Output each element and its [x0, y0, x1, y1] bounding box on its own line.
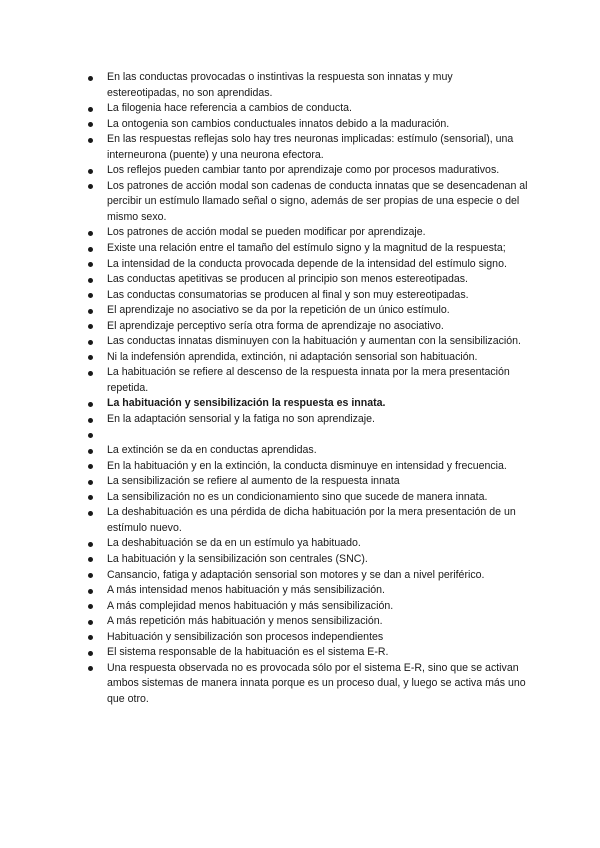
list-item-text: La habituación y la sensibilización son centrales (SNC).	[107, 552, 368, 565]
bullet-icon	[88, 247, 93, 252]
list-item	[88, 443, 528, 459]
list-item-text: En la habituación y en la extinción, la conducta disminuye en intensidad y frecuencia.	[107, 459, 507, 472]
list-item	[88, 350, 528, 366]
list-item-text: La extinción se da en conductas aprendidas.	[107, 444, 317, 457]
bullet-icon	[88, 107, 93, 112]
list-item-text: En la adaptación sensorial y la fatiga no son aprendizaje.	[107, 413, 375, 426]
list-item	[88, 70, 528, 101]
list-item	[88, 630, 528, 646]
list-item-text: La habituación se refiere al descenso de la respuesta innata por la mera presentación repetida.	[107, 366, 510, 394]
list-item-text: Existe una relación entre el tamaño del estímulo signo y la magnitud de la respuesta;	[107, 242, 506, 255]
bullet-icon	[88, 355, 93, 360]
list-item-text: Habituación y sensibilización son procesos independientes	[107, 630, 384, 643]
list-item-text: Una respuesta observada no es provocada sólo por el sistema E-R, sino que se activan ambos sistemas de manera innata porque es un proceso dual, y luego se activa más uno que otro.	[107, 661, 526, 705]
list-item	[88, 257, 528, 273]
list-item-text: La habituación y sensibilización la respuesta es innata.	[107, 397, 386, 410]
list-item-text: La sensibilización se refiere al aumento de la respuesta innata	[107, 475, 400, 488]
bullet-icon	[88, 573, 93, 578]
bullet-icon	[88, 278, 93, 283]
list-item-text: La deshabituación es una pérdida de dicha habituación por la mera presentación de un estímulo nuevo.	[107, 506, 516, 534]
bullet-icon	[88, 604, 93, 609]
bullet-icon	[88, 262, 93, 267]
list-item	[88, 225, 528, 241]
list-item-text: Las conductas apetitivas se producen al principio son menos estereotipadas.	[107, 273, 468, 286]
bullet-icon	[88, 620, 93, 625]
list-item	[88, 412, 528, 428]
list-item	[88, 459, 528, 475]
list-item	[88, 319, 528, 335]
list-item	[88, 428, 528, 444]
list-item-text: El aprendizaje no asociativo se da por la repetición de un único estímulo.	[107, 304, 450, 317]
list-item-text: Los reflejos pueden cambiar tanto por aprendizaje como por procesos madurativos.	[107, 164, 500, 177]
list-item-text: El aprendizaje perceptivo sería otra forma de aprendizaje no asociativo.	[107, 319, 444, 332]
list-item-text: La sensibilización no es un condicionamiento sino que sucede de manera innata.	[107, 490, 488, 503]
bullet-icon	[88, 169, 93, 174]
list-item	[88, 334, 528, 350]
list-item	[88, 552, 528, 568]
list-item-text: Ni la indefensión aprendida, extinción, ni adaptación sensorial son habituación.	[107, 350, 478, 363]
bullet-icon	[88, 542, 93, 547]
bullet-icon	[88, 480, 93, 485]
bullet-icon	[88, 402, 93, 407]
list-item	[88, 132, 528, 163]
bullet-icon	[88, 449, 93, 454]
list-item	[88, 163, 528, 179]
bullet-icon	[88, 184, 93, 189]
bullet-icon	[88, 122, 93, 127]
list-item-text: El sistema responsable de la habituación es el sistema E-R.	[107, 646, 389, 659]
list-item	[88, 117, 528, 133]
bullet-icon	[88, 76, 93, 81]
bullet-icon	[88, 495, 93, 500]
list-item-text: En las respuestas reflejas solo hay tres neuronas implicadas: estímulo (sensorial), una interneurona (puente) y una neurona efectora.	[107, 133, 514, 161]
list-item	[88, 474, 528, 490]
list-item-text: La filogenia hace referencia a cambios de conducta.	[107, 102, 352, 115]
bullet-icon	[88, 464, 93, 469]
list-item	[88, 179, 528, 226]
bullet-icon	[88, 589, 93, 594]
list-item	[88, 614, 528, 630]
list-item-text: Cansancio, fatiga y adaptación sensorial son motores y se dan a nivel periférico.	[107, 568, 485, 581]
list-item	[88, 365, 528, 396]
list-item	[88, 536, 528, 552]
list-item	[88, 288, 528, 304]
list-item	[88, 568, 528, 584]
list-item	[88, 490, 528, 506]
bullet-icon	[88, 651, 93, 656]
list-item-text: Los patrones de acción modal se pueden modificar por aprendizaje.	[107, 226, 426, 239]
bullet-icon	[88, 293, 93, 298]
list-item-text: La deshabituación se da en un estímulo ya habituado.	[107, 537, 361, 550]
bullet-icon	[88, 371, 93, 376]
bullet-icon	[88, 138, 93, 143]
list-item-text: La intensidad de la conducta provocada depende de la intensidad del estímulo signo.	[107, 257, 507, 270]
list-item	[88, 396, 528, 412]
bullet-icon	[88, 511, 93, 516]
list-item	[88, 241, 528, 257]
list-item	[88, 303, 528, 319]
bullet-icon	[88, 231, 93, 236]
list-item	[88, 599, 528, 615]
list-item-text: Las conductas consumatorias se producen al final y son muy estereotipadas.	[107, 288, 469, 301]
list-item-text: A más complejidad menos habituación y más sensibilización.	[107, 599, 394, 612]
list-item-text: A más repetición más habituación y menos sensibilización.	[107, 615, 383, 628]
bullet-icon	[88, 309, 93, 314]
list-item	[88, 645, 528, 661]
bullet-icon	[88, 433, 93, 438]
list-item	[88, 661, 528, 708]
list-item	[88, 583, 528, 599]
bullet-icon	[88, 666, 93, 671]
list-item-text: Los patrones de acción modal son cadenas de conducta innatas que se desencadenan al percibir un estímulo llamado señal o signo, además de ser propias de una especie o del mismo sexo.	[107, 179, 528, 223]
list-item-text: En las conductas provocadas o instintivas la respuesta son innatas y muy estereotipadas, no son aprendidas.	[107, 71, 453, 99]
bullet-list	[88, 70, 528, 707]
bullet-icon	[88, 324, 93, 329]
list-item	[88, 272, 528, 288]
bullet-icon	[88, 635, 93, 640]
bullet-icon	[88, 340, 93, 345]
list-item	[88, 101, 528, 117]
list-item-text: La ontogenia son cambios conductuales innatos debido a la maduración.	[107, 117, 450, 130]
bullet-icon	[88, 557, 93, 562]
list-item-text: Las conductas innatas disminuyen con la habituación y aumentan con la sensibilización.	[107, 335, 521, 348]
list-item-text: A más intensidad menos habituación y más sensibilización.	[107, 584, 385, 597]
bullet-icon	[88, 418, 93, 423]
list-item	[88, 505, 528, 536]
